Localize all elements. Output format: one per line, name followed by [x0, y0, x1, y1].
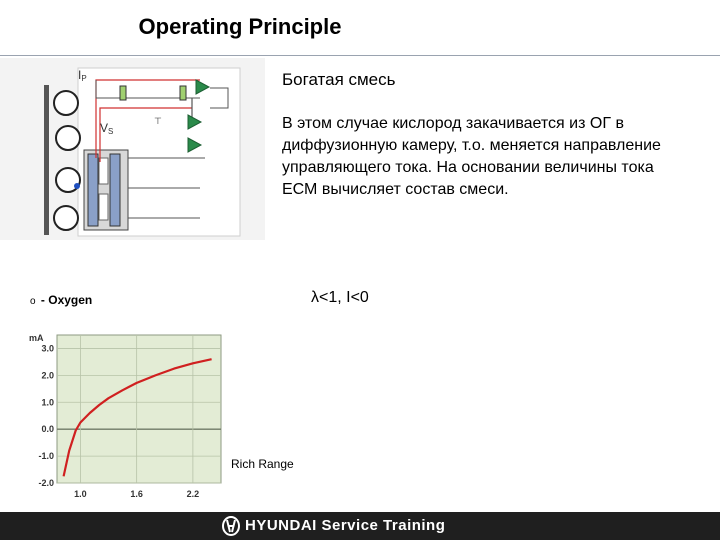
title-divider	[0, 55, 720, 56]
x-tick-label: 1.6	[130, 489, 143, 499]
footer-brand: HYUNDAI Service Training	[245, 517, 446, 534]
y-axis-label: mA	[29, 333, 44, 343]
y-tick-label: 3.0	[41, 343, 54, 354]
y-tick-label: -1.0	[38, 451, 54, 462]
current-graph	[27, 331, 227, 505]
condition-label: λ<1, I<0	[311, 289, 369, 306]
y-tick-label: 2.0	[41, 370, 54, 381]
hyundai-logo-icon	[222, 515, 240, 537]
description-text: В этом случае кислород закачивается из ОГ в диффузионную камеру, т.о. меняется направление управляющего тока. На основании величины тока ЕСМ вычисляет состав смеси.	[282, 115, 661, 198]
sensor-cell	[84, 150, 128, 230]
y-tick-label: 1.0	[41, 397, 54, 408]
oxygen-dot	[74, 183, 80, 189]
x-tick-label: 2.2	[186, 489, 200, 499]
page-title: Operating Principle	[138, 14, 342, 39]
y-tick-label: -2.0	[38, 478, 54, 488]
ip-label: IP	[78, 68, 87, 83]
sensor-schematic	[0, 58, 265, 240]
x-tick-label: 1.0	[74, 489, 87, 499]
svg-text:⊤: ⊤	[154, 116, 162, 126]
plot-area	[57, 335, 221, 483]
oxygen-legend-text: - Oxygen	[40, 293, 93, 307]
oxygen-marker: o	[30, 296, 36, 307]
rich-range-label: Rich Range	[231, 457, 294, 471]
mixture-heading: Богатая смесь	[282, 70, 396, 89]
oxygen-legend	[30, 293, 92, 307]
vs-label: VS	[100, 121, 114, 136]
y-tick-label: 0.0	[41, 424, 54, 435]
